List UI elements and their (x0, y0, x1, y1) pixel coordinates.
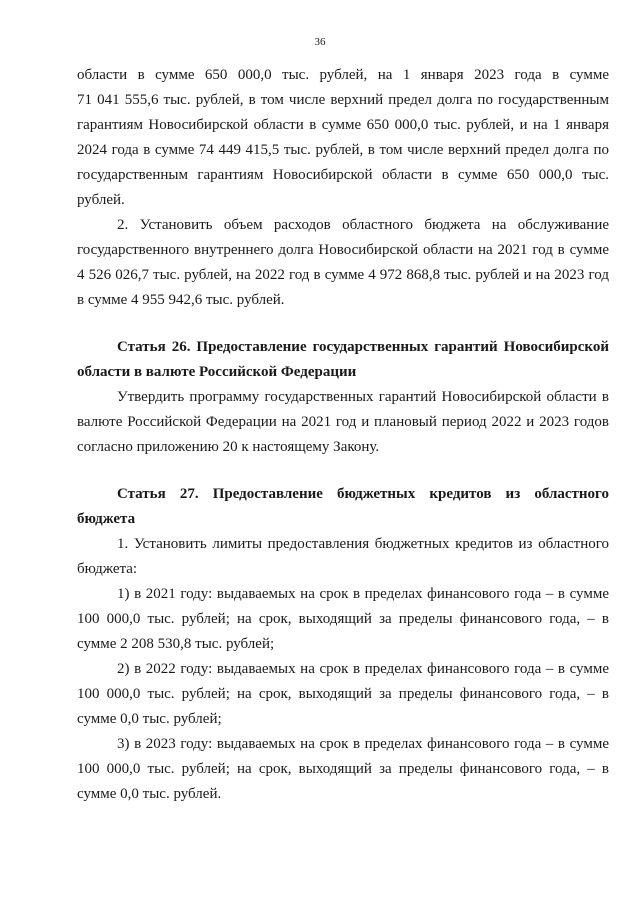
text-line: 2) в 2022 году: выдаваемых на срок в пределах финансового года – в сумме (117, 661, 609, 677)
text-line: 2024 года в сумме 74 449 415,5 тыс. рублей, в том числе верхний предел долга по (77, 142, 609, 158)
text-line: рублей. (77, 192, 125, 208)
section-gap (77, 313, 609, 335)
text-line: сумме 2 208 530,8 тыс. рублей; (77, 636, 275, 652)
article-27-heading: бюджета (77, 511, 136, 527)
article-26-heading: области в валюте Российской Федерации (77, 364, 357, 380)
article-26-heading: Статья 26. Предоставление государственных гарантий Новосибирской (117, 339, 609, 355)
text-line: 100 000,0 тыс. рублей; на срок, выходящий за пределы финансового года, – в (77, 761, 609, 777)
article-26 (77, 335, 609, 460)
text-line: в сумме 4 955 942,6 тыс. рублей. (77, 292, 285, 308)
text-line: сумме 0,0 тыс. рублей. (77, 786, 222, 802)
text-line: области в сумме 650 000,0 тыс. рублей, на 1 января 2023 года в сумме (77, 67, 609, 83)
paragraph-debt-service (77, 213, 609, 313)
text-line: 1) в 2021 году: выдаваемых на срок в пределах финансового года – в сумме (117, 586, 609, 602)
text-line: 100 000,0 тыс. рублей; на срок, выходящий за пределы финансового года, – в (77, 686, 609, 702)
document-body (77, 63, 609, 807)
section-gap (77, 460, 609, 482)
text-line: согласно приложению 20 к настоящему Закону. (77, 439, 380, 455)
text-line: государственного внутреннего долга Новосибирской области на 2021 год в сумме (77, 242, 609, 258)
paragraph-debt-limit (77, 63, 609, 213)
text-line: 4 526 026,7 тыс. рублей, на 2022 год в сумме 4 972 868,8 тыс. рублей и на 2023 год (77, 267, 609, 283)
text-line: гарантиям Новосибирской области в сумме 650 000,0 тыс. рублей, и на 1 января (77, 117, 609, 133)
article-27-heading: Статья 27. Предоставление бюджетных кредитов из областного (117, 486, 609, 502)
page-number: 36 (314, 36, 326, 48)
text-line: бюджета: (77, 561, 138, 577)
text-line: 71 041 555,6 тыс. рублей, в том числе верхний предел долга по государственным (77, 92, 609, 108)
article-27 (77, 482, 609, 807)
text-line: государственным гарантиям Новосибирской области в сумме 650 000,0 тыс. (77, 167, 609, 183)
text-line: 3) в 2023 году: выдаваемых на срок в пределах финансового года – в сумме (117, 736, 609, 752)
text-line: 2. Установить объем расходов областного бюджета на обслуживание (117, 217, 609, 233)
text-line: сумме 0,0 тыс. рублей; (77, 711, 222, 727)
text-line: 1. Установить лимиты предоставления бюджетных кредитов из областного (117, 536, 609, 552)
text-line: Утвердить программу государственных гарантий Новосибирской области в (117, 389, 609, 405)
text-line: 100 000,0 тыс. рублей; на срок, выходящий за пределы финансового года, – в (77, 611, 609, 627)
text-line: валюте Российской Федерации на 2021 год и плановый период 2022 и 2023 годов (77, 414, 609, 430)
